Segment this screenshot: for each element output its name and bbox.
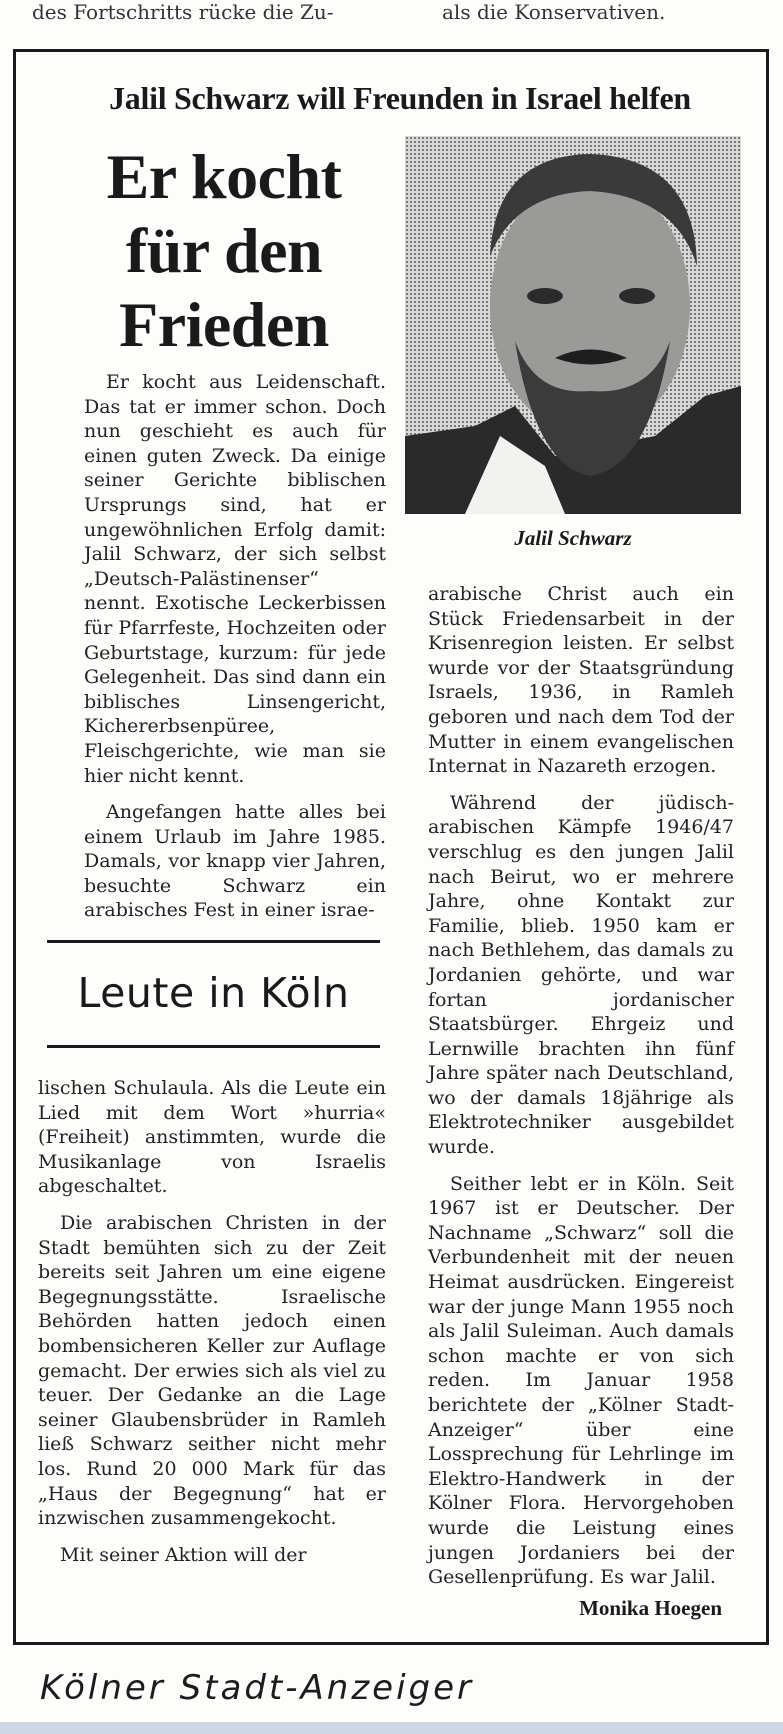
article-kicker: Jalil Schwarz will Freunden in Israel helfen <box>109 80 691 116</box>
previous-article-fragment <box>30 0 750 28</box>
portrait-illustration <box>405 136 741 514</box>
headline-line-2: für den <box>125 215 323 286</box>
column-1-top <box>84 370 386 935</box>
paragraph: Die arabischen Christen in der Stadt bemühten sich zu der Zeit bereits seit Jahren um eine eigene Begegnungsstätte. Israelische Behörden hatten jedoch einen bombensicheren Keller zur Auflage gemacht. Der erwies sich als viel zu teuer. Der Gedanke an die Lage seiner Glaubensbrüder in Ramleh ließ Schwarz seither nicht mehr los. Rund 20 000 Mark für das „Haus der Begegnung“ hat er inzwischen zusammengekocht. <box>38 1211 386 1530</box>
paragraph: Mit seiner Aktion will der <box>60 1543 307 1566</box>
paragraph: Während der jüdisch-arabischen Kämpfe 1946/47 verschlug es den jungen Jalil nach Beirut, wo er mehrere Jahre, ohne Kontakt zur Familie, blieb. 1950 kam er nach Bethlehem, das damals zu Jordanien gehörte, und war fortan jordanischer Staatsbürger. Ehrgeiz und Lernwille brachten ihn fünf Jahre später nach Deutschland, wo der damals 18jährige als Elektrotechniker ausgebildet wurde. <box>428 791 734 1159</box>
paragraph: Seither lebt er in Köln. Seit 1967 ist er Deutscher. Der Nachname „Schwarz“ soll die Verbundenheit mit der neuen Heimat ausdrücken. Eingereist war der junge Mann 1955 noch als Jalil Suleiman. Auch damals schon machte er von sich reden. Im Januar 1958 berichtete der „Kölner Stadt-Anzeiger“ über eine Lossprechung für Lehrlinge im Elektro-Handwerk in der Kölner Flora. Hervorgehoben wurde die Leistung eines jungen Jordaniers bei der Gesellenprüfung. Es war Jalil. <box>428 1172 734 1589</box>
handwritten-text: Kölner Stadt-Anzeiger <box>40 1668 475 1708</box>
column-1-bottom <box>38 1076 386 1579</box>
scan-edge <box>0 1722 783 1734</box>
section-rule-bottom <box>47 1045 380 1048</box>
paragraph: arabische Christ auch ein Stück Friedensarbeit in der Krisenregion leisten. Er selbst wurde vor der Staatsgründung Israels, 1936, in Ramleh geboren und nach dem Tod der Mutter in einem evangelischen Internat in Nazareth erzogen. <box>428 583 734 778</box>
column-2 <box>428 582 734 1602</box>
handwritten-source-note <box>40 1664 640 1712</box>
paragraph: Angefangen hatte alles bei einem Urlaub im Jahre 1985. Damals, vor knapp vier Jahren, besuchte Schwarz ein arabisches Fest in einer israe- <box>84 801 386 922</box>
portrait-photo <box>405 136 741 514</box>
section-heading: Leute in Köln <box>77 969 350 1017</box>
photo-caption: Jalil Schwarz <box>514 526 632 550</box>
fragment-right-text: als die Konservativen. <box>442 0 666 24</box>
headline-line-3: Frieden <box>119 289 329 360</box>
paragraph: Er kocht aus Leidenschaft. Das tat er immer schon. Doch nun geschieht es auch für einen guten Zweck. Da einige seiner Gerichte biblischen Ursprungs sind, hat er ungewöhnlichen Erfolg damit: Jalil Schwarz, der sich selbst „Deutsch-Palästinenser“ nennt. Exotische Leckerbissen für Pfarrfeste, Hochzeiten oder Geburtstage, kurzum: für jede Gelegenheit. Das sind dann ein biblisches Linsengericht, Kichererbsenpüree, Fleischgerichte, wie man sie hier nicht kennt. <box>84 371 386 787</box>
paragraph: lischen Schulaula. Als die Leute ein Lied mit dem Wort »hurria« (Freiheit) anstimmten, wurde die Musikanlage von Israelis abgeschaltet. <box>38 1077 386 1198</box>
article-headline <box>44 140 404 362</box>
fragment-left-text: des Fortschritts rücke die Zu- <box>32 0 334 24</box>
section-rule-top <box>47 940 380 943</box>
headline-line-1: Er kocht <box>106 141 342 212</box>
author-byline: Monika Hoegen <box>579 1596 722 1620</box>
